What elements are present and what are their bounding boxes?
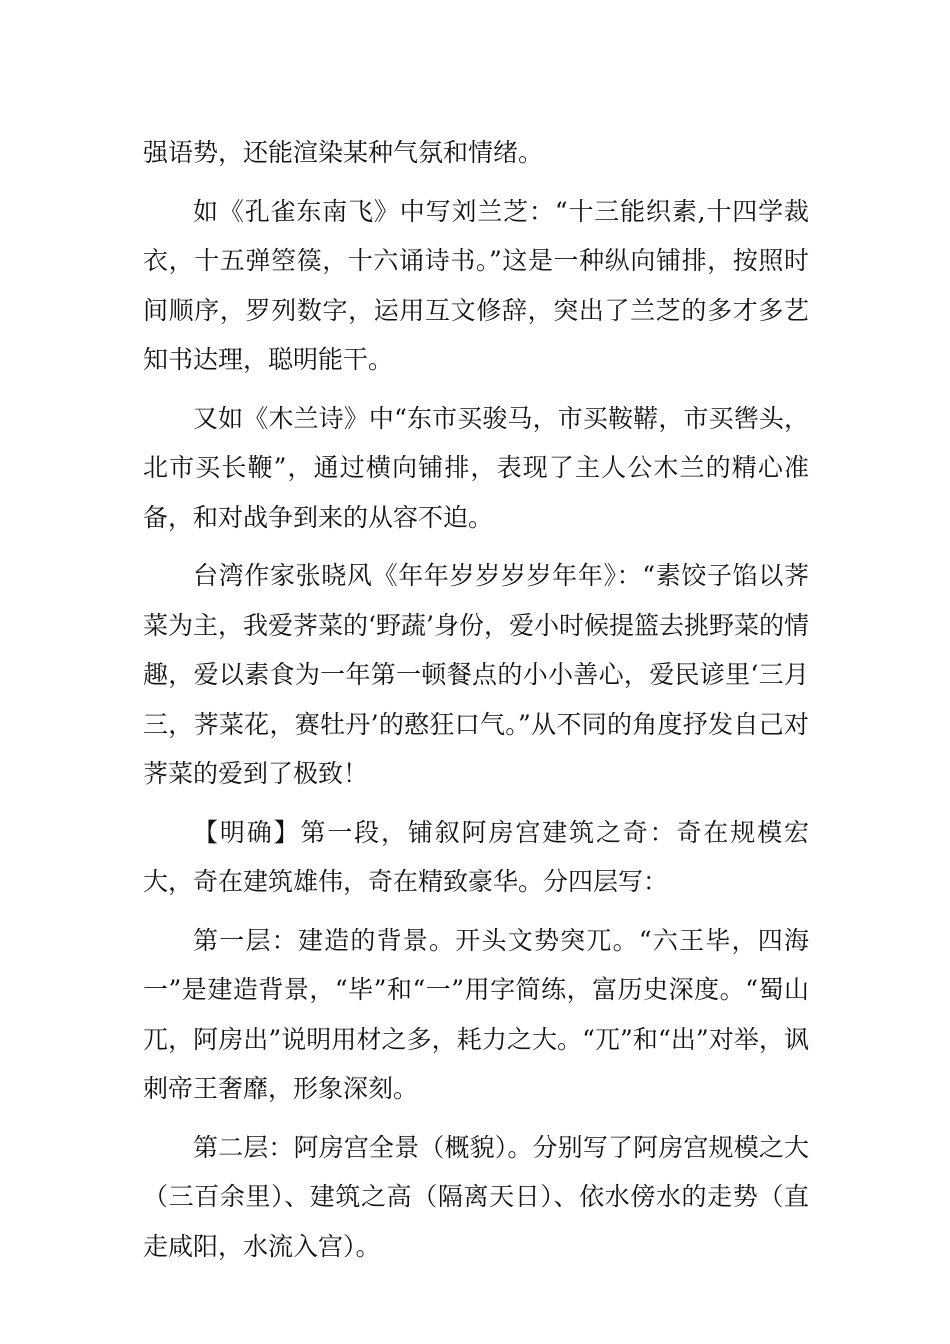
paragraph-mulan-example: 又如《木兰诗》中“东市买骏马，市买鞍鞯，市买辔头，北市买长鞭”，通过横向铺排，表现了主人公木兰的精心准备，和对战争到来的从容不迫。: [143, 403, 809, 532]
paragraph-continuation: 强语势，还能渲染某种气氛和情绪。: [143, 138, 544, 167]
paragraph-layer-one: 第一层：建造的背景。开头文势突兀。“六王毕，四海一”是建造背景，“毕”和“一”用字简练，富历史深度。“蜀山兀，阿房出”说明用材之多，耗力之大。“兀”和“出”对举，讽刺帝王奢靡，形象深刻。: [143, 925, 809, 1103]
paragraph-clarification: 【明确】第一段，铺叙阿房宫建筑之奇：奇在规模宏大，奇在建筑雄伟，奇在精致豪华。分四层写：: [143, 817, 809, 896]
paragraph-peacock-example: 如《孔雀东南飞》中写刘兰芝：“十三能织素,十四学裁衣，十五弹箜篌，十六诵诗书。”这是一种纵向铺排，按照时间顺序，罗列数字，运用互文修辞，突出了兰芝的多才多艺知书达理，聪明能干。: [143, 196, 809, 374]
paragraph-zhang-xiaofeng-example: 台湾作家张晓风《年年岁岁岁岁年年》：“素饺子馅以荠菜为主，我爱荠菜的‘野蔬’身份，爱小时候提篮去挑野菜的情趣，爱以素食为一年第一顿餐点的小小善心，爱民谚里‘三月三，荠菜花，赛牡丹’的憨狂口气。”从不同的角度抒发自己对荠菜的爱到了极致！: [143, 561, 809, 788]
paragraph-layer-two: 第二层：阿房宫全景（概貌）。分别写了阿房宫规模之大（三百余里）、建筑之高（隔离天日）、依水傍水的走势（直走咸阳，水流入宫）。: [143, 1132, 809, 1261]
document-body: [143, 128, 809, 1280]
